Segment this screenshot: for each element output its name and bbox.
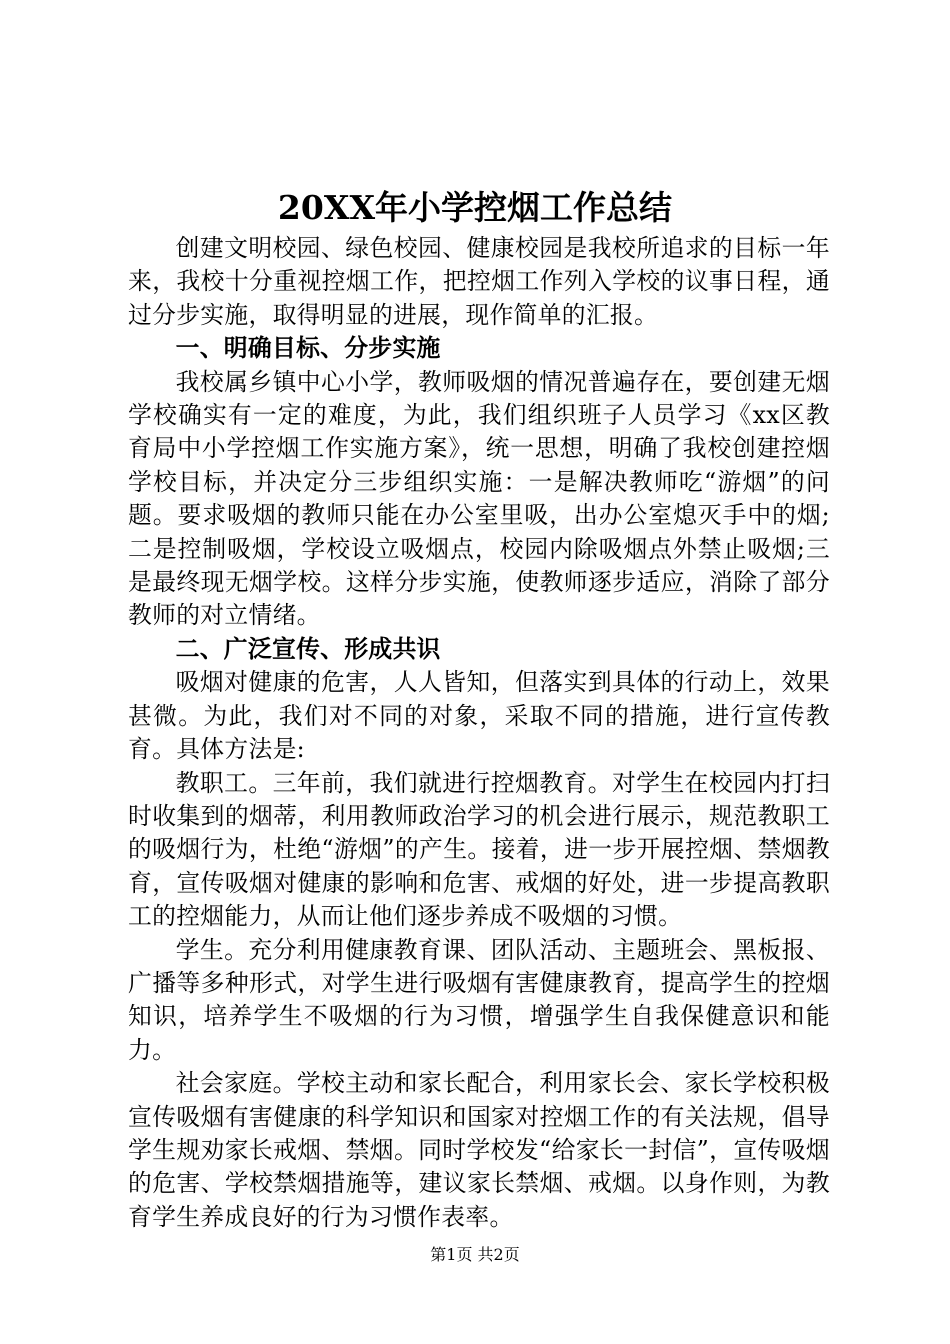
section2-paragraph-students: 学生。充分利用健康教育课、团队活动、主题班会、黑板报、广播等多种形式，对学生进行吸烟有害健康教育，提高学生的控烟知识，培养学生不吸烟的行为习惯，增强学生自我保健意识和能力。 — [128, 935, 830, 1064]
section2-paragraph-intro: 吸烟对健康的危害，人人皆知，但落实到具体的行动上，效果甚微。为此，我们对不同的对象，采取不同的措施，进行宣传教育。具体方法是: — [128, 668, 830, 764]
page-footer: 第1页 共2页 — [430, 1245, 520, 1264]
section-heading-2: 二、广泛宣传、形成共识 — [175, 634, 441, 663]
intro-paragraph: 创建文明校园、绿色校园、健康校园是我校所追求的目标一年来，我校十分重视控烟工作，把控烟工作列入学校的议事日程，通过分步实施，取得明显的进展，现作简单的汇报。 — [128, 234, 830, 329]
document-title: 20XX年小学控烟工作总结 — [277, 188, 673, 227]
document-body — [128, 232, 830, 1234]
section2-paragraph-families: 社会家庭。学校主动和家长配合，利用家长会、家长学校积极宣传吸烟有害健康的科学知识和国家对控烟工作的有关法规，倡导学生规劝家长戒烟、禁烟。同时学校发“给家长一封信”，宣传吸烟的危害、学校禁烟措施等，建议家长禁烟、戒烟。以身作则，为教育学生养成良好的行为习惯作表率。 — [128, 1069, 830, 1231]
section2-paragraph-staff: 教职工。三年前，我们就进行控烟教育。对学生在校园内打扫时收集到的烟蒂，利用教师政治学习的机会进行展示，规范教职工的吸烟行为，杜绝“游烟”的产生。接着，进一步开展控烟、禁烟教育，宣传吸烟对健康的影响和危害、戒烟的好处，进一步提高教职工的控烟能力，从而让他们逐步养成不吸烟的习惯。 — [128, 768, 830, 931]
section-heading-1: 一、明确目标、分步实施 — [175, 334, 441, 363]
section1-paragraph: 我校属乡镇中心小学，教师吸烟的情况普遍存在，要创建无烟学校确实有一定的难度，为此，我们组织班子人员学习《xx区教育局中小学控烟工作实施方案》，统一思想，明确了我校创建控烟学校目标，并决定分三步组织实施：一是解决教师吃“游烟”的问题。要求吸烟的教师只能在办公室里吸，出办公室熄灭手中的烟;二是控制吸烟，学校设立吸烟点，校园内除吸烟点外禁止吸烟;三是最终现无烟学校。这样分步实施，使教师逐步适应，消除了部分教师的对立情绪。 — [128, 367, 830, 630]
